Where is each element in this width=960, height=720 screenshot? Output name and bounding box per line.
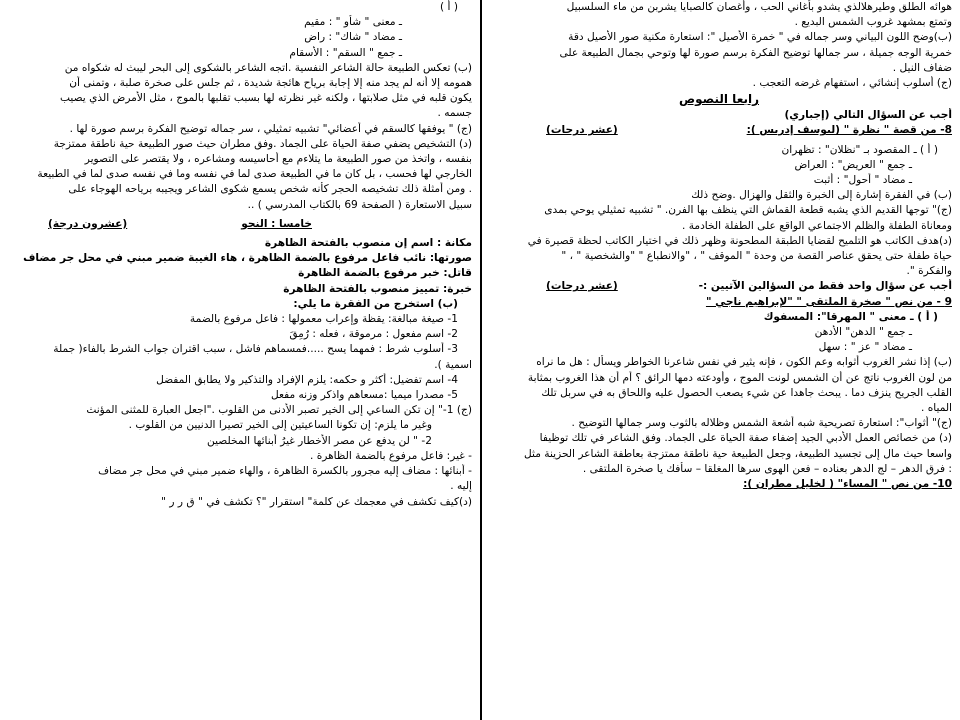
text-line: بنفسه ، واتخذ من صور الطبيعة ما يتلاءم مع أحاسيسه ومشاعره ، ولا يقتصر على التصوير (84, 153, 472, 166)
text-line: 3- أسلوب شرط : فمهما يسح .....فمسماهم فاشل ، سبب اقتران جواب الشرط بالفاء( جملة (53, 343, 458, 356)
text-line: سبيل الاستعارة ( الصفحة 69 بالكتاب المدرسي ) .. (247, 198, 472, 211)
question-8-header (486, 123, 952, 138)
text-line: ( أ ) (440, 1, 458, 13)
question-10-title: 10- من نص " المساء" ( لخليل مطران ): (743, 478, 952, 491)
text-line: (ب)وضح اللون البياني وسر جماله في " خمرة الأصيل ": استعارة مكنية صور الأصيل دقة (568, 31, 952, 44)
text-line: ضفاف النيل . (892, 61, 952, 74)
text-line: حياة طفلة حتى يحقق عناصر القصة من وحدة " الموقف " ، "والانطباع " "والشخصية " ، " (561, 250, 952, 263)
question-instruction: أجب عن السؤال التالي (إجباري) (784, 109, 952, 122)
text-line: يكون قلبه في مثل صلابتها ، ولكنه غير نظرته لها بسبب تقلبها بالموج ، مثل الأمرض الذي يصيب (60, 92, 472, 105)
text-line: (ب) إذا نشر الغروب أثوابه وعم الكون ، فإنه يثير في نفس شاعرنا الخواطر ويسأل : هل ما نراه (536, 356, 952, 369)
text-line: 4- اسم تفضيل: أكثر و حكمه: يلزم الإفراد والتذكير ولا يطابق المفضل (156, 373, 458, 386)
choice-instruction-marks: (عشر درجات) (546, 280, 618, 293)
text-line: (د)كيف تكشف في معجمك عن كلمة" استقرار "؟ تكشف في " ق ر ر " (161, 495, 472, 508)
text-line: وتمتع بمشهد غروب الشمس البديع . (794, 16, 952, 29)
section-heading-texts: رابعا النصوص (679, 92, 759, 107)
text-line: خمرية الوجه جميلة ، سر جمالها توضيح الفكرة برسم صورة لها وتوحي بجمال الطبيعة على (559, 46, 952, 59)
text-line: (د)هدف الكاتب هو التلميح لقضايا الطبقة المطحونة وظهر ذلك في اختيار الكاتب لحظة قصيرة في (527, 234, 952, 247)
text-line: ـ جمع " السقم" : الأسقام (289, 46, 402, 59)
text-line: قاتل: خبر مرفوع بالضمة الظاهرة (298, 267, 472, 280)
text-line: ( أ ) ـ معنى " المهرقا": المسفوك (763, 310, 938, 323)
question-9-title: 9 - من نص " صخرة الملتقى " "لإبراهيم ناجي " (705, 295, 952, 308)
text-line: الخارجي لها فحسب ، بل كان ما في الطبيعة صدى لما في نفسه وما في نفسه صدى لما في الطبيعة (37, 168, 472, 181)
text-line: 5- مصدرا ميميا :مسعاهم واذكر وزنه مفعل (270, 389, 458, 402)
right-column (482, 0, 958, 720)
text-line: (د) من خصائص العمل الأدبي الجيد إضفاء صفة الحياة على الجماد. وفق الشاعر في تلك توظيفا (539, 432, 952, 445)
text-line: همومه إلا أنه لم يجد منه إلا إجابة برياح هائجة شديدة ، ثم جلس على صخرة صلبة ، وتمنى أن (69, 77, 472, 90)
text-line: ـ مضاد " شاك" : راض (304, 31, 402, 44)
text-line: ومعاناة الطفلة والظلم الاجتماعي الواقع على الطفلة الخادمة . (681, 219, 952, 232)
text-line: (د) التشخيص يضفي صفة الحياة على الجماد .وفق مطران حيث صور الطبيعة حية ناطقة ممتزجة (53, 137, 472, 150)
text-line: 2- " لن يدفع عن مصر الأخطار غيرُ أبنائها المخلصين (207, 434, 432, 447)
left-column (4, 0, 478, 720)
text-line: واسعا حيث مال إلى تجسيد الطبيعة، وجعل الطبيعة حية ناطقة ممتزجة بعاطفة الشاعر الحزينة مثل (524, 447, 952, 460)
text-line: ـ مضاد " عز " : سهل (818, 341, 912, 354)
question-8-title: 8- من قصة " نظرة " (ليوسف إدريس ): (746, 124, 952, 137)
text-line: ( أ ) ـ المقصود بـ "نظلان" : تظهران (781, 143, 938, 156)
text-line: خبرة: تمييز منصوب بالفتحة الظاهرة (283, 282, 472, 295)
question-8-marks: (عشر درجات) (546, 124, 618, 137)
text-line: المياه . (920, 402, 952, 415)
text-line: القلب الجريح ينزف دما . يبحث جاهدا عن شيء يصعب الحصول عليه واللحاق به في سربل تلك (541, 386, 952, 399)
text-line: - أبنائها : مضاف إليه مجرور بالكسرة الظاهرة ، والهاء ضمير مبني في محل جر مضاف (98, 465, 472, 478)
grammar-marks: (عشرون درجة) (48, 217, 128, 230)
text-line: - غير: فاعل مرفوع بالضمة الظاهرة . (309, 449, 472, 462)
text-line: (ج) " يوفقها كالسقم في أعضائي" تشبيه تمثيلي ، سر جماله توضيح الفكرة برسم صورة لها . (69, 122, 472, 135)
text-line: اسمية ). (434, 358, 472, 371)
text-line: (ج) 1-" إن تكن الساعي إلى الخير تصبر الأدنى من القلوب ."اجعل العبارة للمثنى المؤنث (86, 404, 472, 417)
choice-instruction-text: أجب عن سؤال واحد فقط من السؤالين الآتيين :- (698, 280, 952, 293)
section-heading-grammar (8, 217, 472, 232)
text-line: جسمه . (437, 107, 472, 120)
choice-instruction (486, 279, 952, 294)
text-line: (ج)" توجها القديم الذي يشبه قطعة القماش التي ينظف بها الفرن. " تشبيه تمثيلي يوحي بمدى (544, 204, 952, 217)
text-line: (ب) في الفقرة إشارة إلى الخبرة والثقل والهزال .وضح ذلك (691, 189, 952, 202)
text-line: 2- اسم مفعول : مرموقة ، فعله : رُمِقَ (289, 328, 458, 341)
text-line: والفكرة ". (906, 265, 952, 278)
text-line: (ب) استخرج من الفقرة ما يلي: (293, 297, 458, 310)
text-line: من لون الغروب ناتج عن أن الشمس لونت الموج ، وأودعته دمها الرائق ؟ أم أن هذا الغروب بمثابة (527, 371, 952, 384)
text-line: (ج) أسلوب إنشائي ، استفهام غرضه التعجب . (752, 77, 952, 90)
text-line: ـ مضاد " أحول" : أثبت (813, 174, 912, 187)
text-line: ـ معنى " شأو " : مقيم (304, 16, 402, 29)
text-line: مكانة : اسم إن منصوب بالفتحة الظاهرة (264, 237, 472, 250)
grammar-title: خامسا : النحو (241, 217, 312, 230)
text-line: صورتها: نائب فاعل مرفوع بالضمة الظاهرة ، هاء الغيبة ضمير مبني في محل جر مضاف (23, 252, 472, 265)
text-line: : فرق الدهر – لج الدهر بعناده – فعن الهوى سرها المغلقا – سأفك يا صخرة الملتقى . (582, 462, 952, 475)
text-line: (ب) تعكس الطبيعة حالة الشاعر النفسية .اتجه الشاعر بالشكوى إلى البحر ليبث له شكواه من (64, 61, 472, 74)
text-line: (ج)" أثواب": استعارة تصريحية شبه أشعة الشمس وظلاله بالثوب وسر جمالها التوضيح . (571, 417, 952, 430)
text-line: ـ جمع " العريض" : العراض (794, 158, 912, 171)
text-line: 1- صيغة مبالغة: يقظة وإعراب معمولها : فاعل مرفوع بالضمة (189, 313, 458, 326)
text-line: وغير ما يلزم: إن تكونا الساعيتين إلى الخير تصيرا الدنيين من القلوب . (128, 419, 432, 432)
text-line: إليه . (450, 480, 472, 493)
text-line: . ومن أمثلة ذلك تشخيصه الحجر كأنه شخص يسمع شكوى الشاعر ويجيبه برياحه الهوجاء على (68, 183, 472, 196)
text-line: هوائه الطلق وطيرهلالذي يشدو بأغاني الحب ، وأغصان كالصبايا يشربن من ماء السلسبيل (566, 1, 952, 13)
text-line: ـ جمع " الدهن" الأدهن (814, 326, 912, 339)
